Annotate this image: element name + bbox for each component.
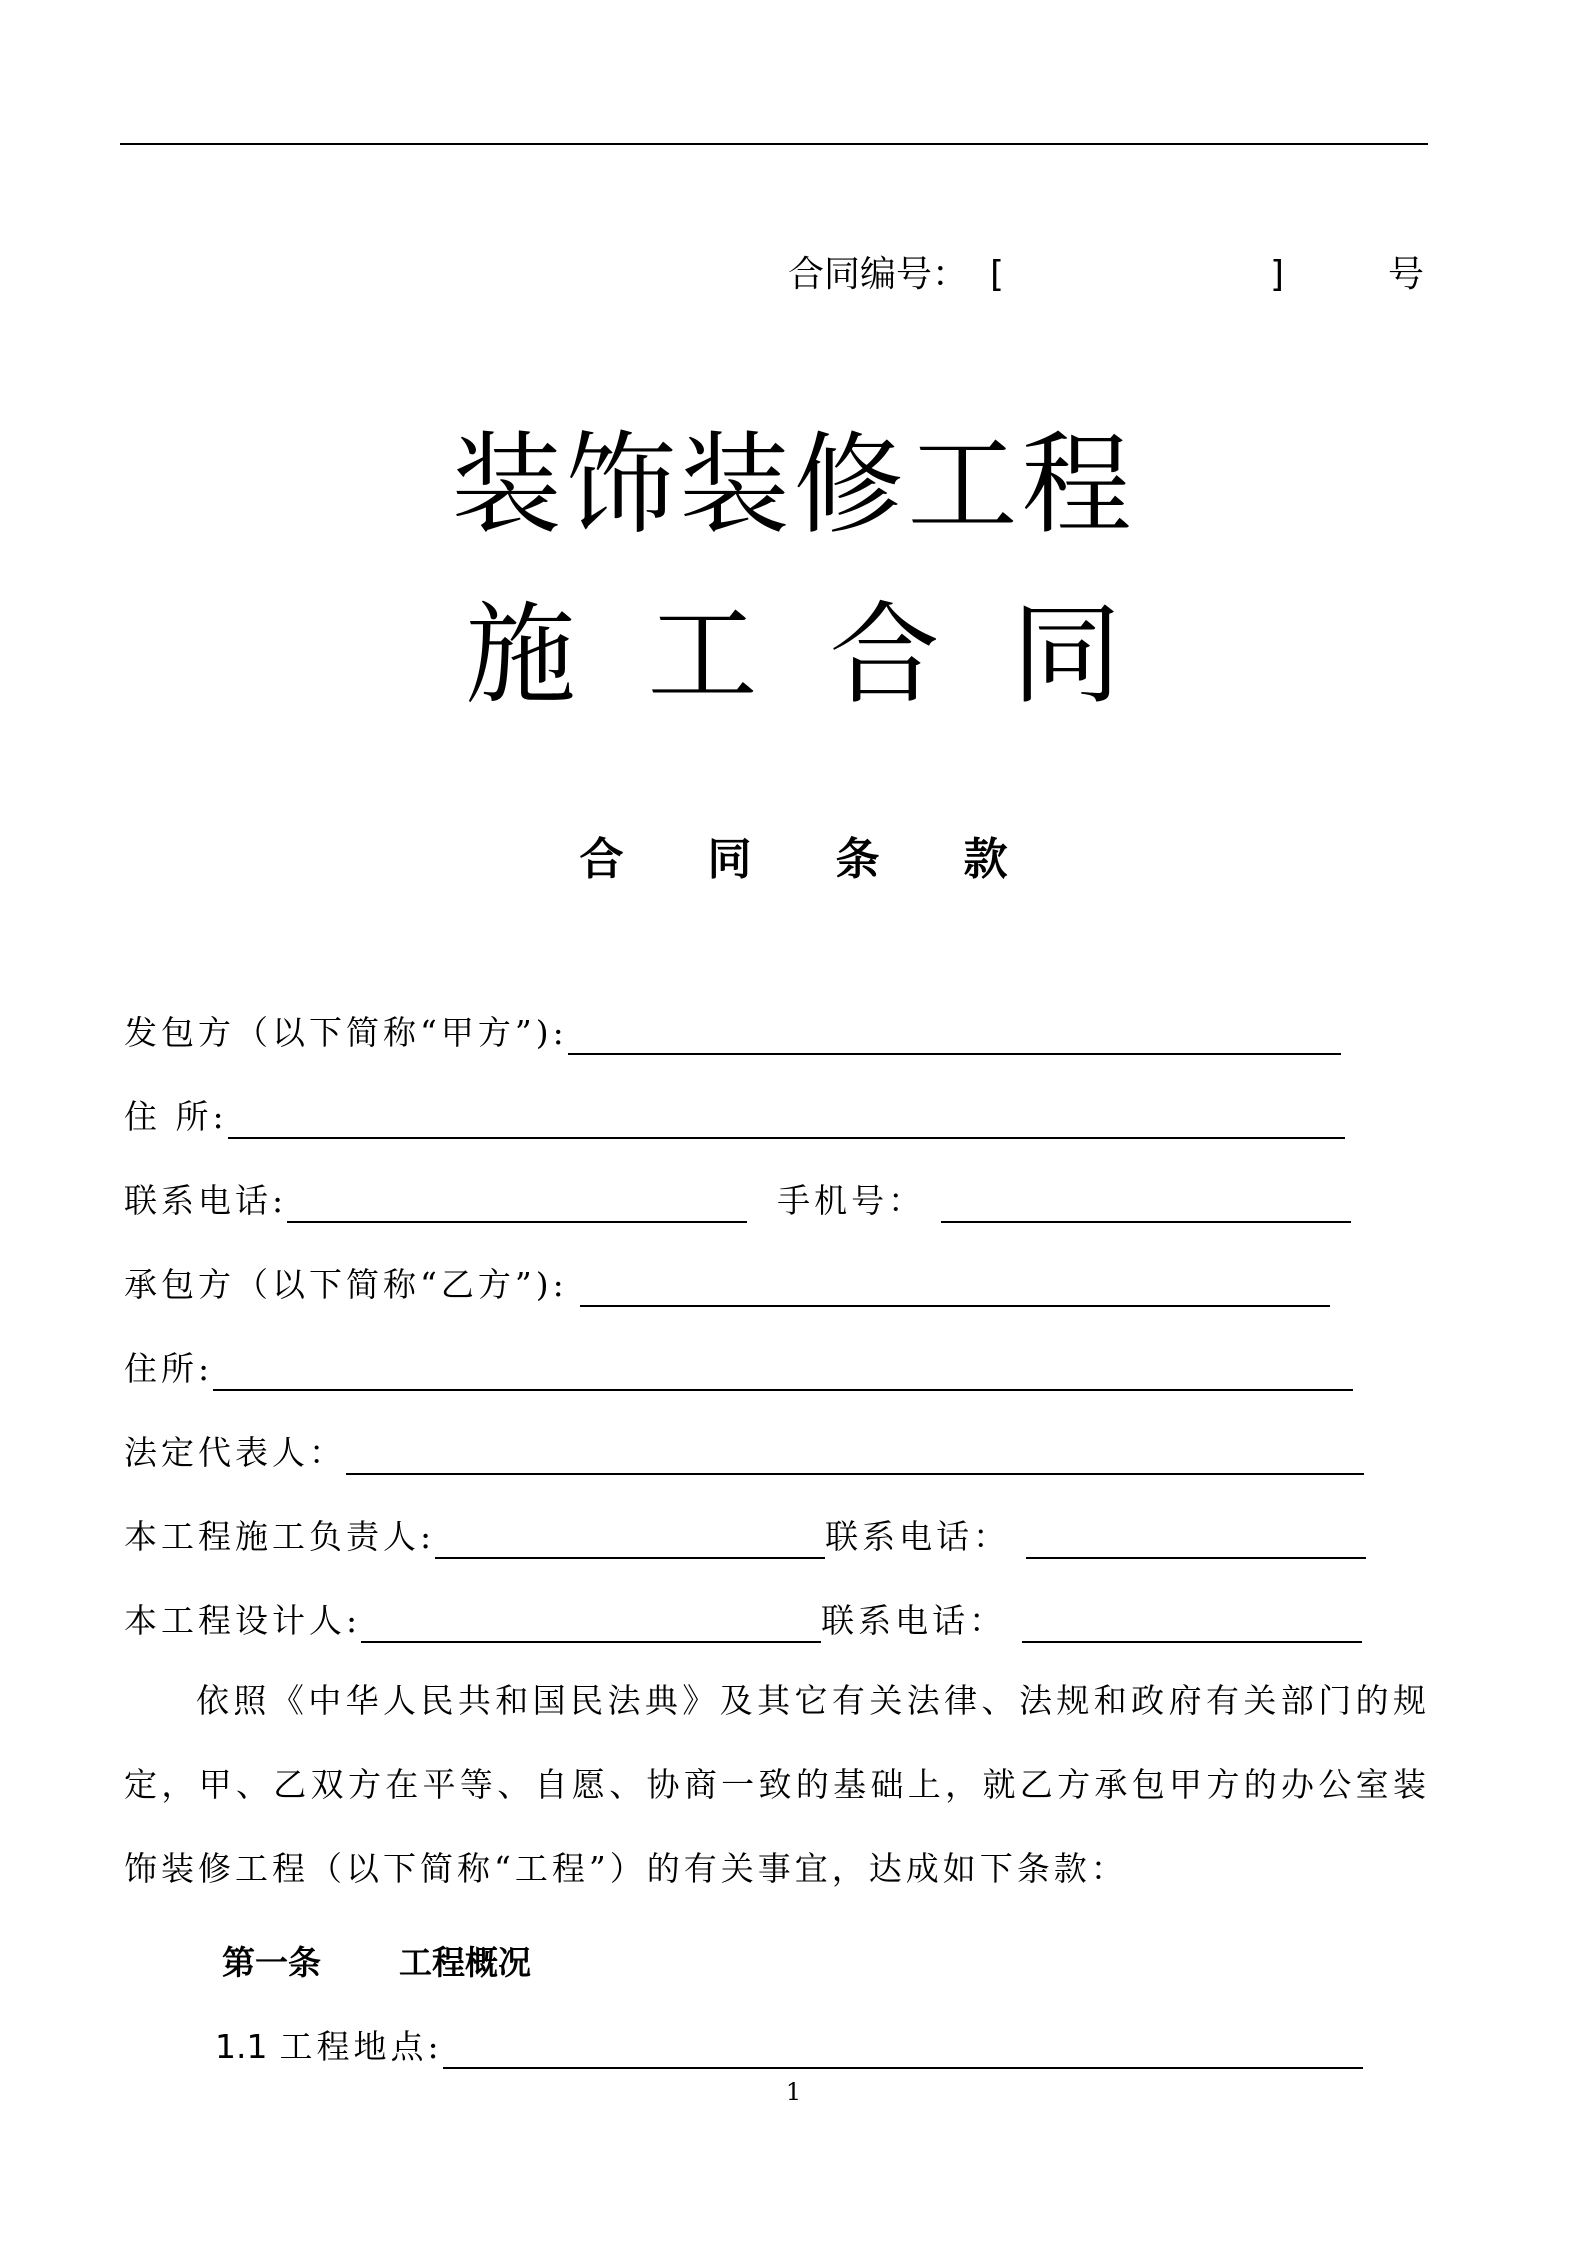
site-manager-phone-blank[interactable] <box>1026 1517 1366 1559</box>
employer-mobile-blank[interactable] <box>941 1181 1351 1223</box>
designer-row <box>124 1593 1362 1643</box>
employer-name-blank[interactable] <box>568 1013 1341 1055</box>
contractor-address-blank[interactable] <box>213 1349 1353 1391</box>
legal-rep-blank[interactable] <box>346 1433 1364 1475</box>
article-1-title: 工程概况 <box>399 1943 531 1982</box>
employer-address-label: 住 所: <box>124 1097 228 1136</box>
site-manager-row <box>124 1509 1366 1559</box>
document-title-line-1: 装饰装修工程 <box>451 421 1136 549</box>
contractor-name-blank[interactable] <box>580 1265 1330 1307</box>
item-1-1-number: 1.1 <box>215 2027 268 2066</box>
contractor-address-row <box>124 1341 1353 1391</box>
legal-rep-row <box>124 1425 1364 1475</box>
article-1-number: 第一条 <box>222 1943 321 1982</box>
designer-phone-blank[interactable] <box>1022 1601 1362 1643</box>
document-title-line-2: 施工合同 <box>465 591 1194 719</box>
employer-phone-blank[interactable] <box>287 1181 747 1223</box>
designer-phone-label: 联系电话： <box>821 1601 1007 1640</box>
header-rule <box>120 143 1428 145</box>
preamble-paragraph <box>124 1659 1430 1911</box>
designer-blank[interactable] <box>361 1601 821 1643</box>
site-manager-phone-label: 联系电话： <box>825 1517 1011 1556</box>
site-manager-label: 本工程施工负责人: <box>124 1517 436 1556</box>
employer-mobile-label: 手机号： <box>777 1181 926 1220</box>
section-subtitle: 合同条款 <box>579 834 1092 885</box>
employer-label: 发包方（以下简称“甲方”): <box>124 1013 568 1052</box>
site-manager-blank[interactable] <box>435 1517 825 1559</box>
preamble-text: 依照《中华人民共和国民法典》及其它有关法律、法规和政府有关部门的规定，甲、乙双方在平等、自愿、协商一致的基础上，就乙方承包甲方的办公室装饰装修工程（以下简称“工程”）的有关事宜，达成如下条款： <box>124 1681 1430 1888</box>
contract-number-right-bracket: ] <box>1270 254 1285 295</box>
contract-number-label: 合同编号： <box>788 254 969 295</box>
legal-rep-label: 法定代表人： <box>124 1433 346 1472</box>
employer-address-blank[interactable] <box>228 1097 1345 1139</box>
contractor-label: 承包方（以下简称“乙方”): <box>124 1265 568 1304</box>
article-1-heading <box>222 1938 531 1988</box>
contractor-row <box>124 1257 1330 1307</box>
designer-label: 本工程设计人: <box>124 1601 362 1640</box>
project-location-blank[interactable] <box>443 2027 1363 2069</box>
project-location-label: 工程地点: <box>279 2027 443 2066</box>
contract-number-left-bracket: [ <box>990 254 1005 295</box>
project-location-row <box>215 2019 1363 2069</box>
page-number: 1 <box>785 2078 802 2106</box>
employer-phone-label: 联系电话: <box>124 1181 288 1220</box>
contract-number-suffix: 号 <box>1388 254 1425 295</box>
contractor-address-label: 住所: <box>124 1349 214 1388</box>
employer-address-row <box>124 1089 1345 1139</box>
employer-phone-row <box>124 1173 1351 1223</box>
employer-row <box>124 1005 1341 1055</box>
